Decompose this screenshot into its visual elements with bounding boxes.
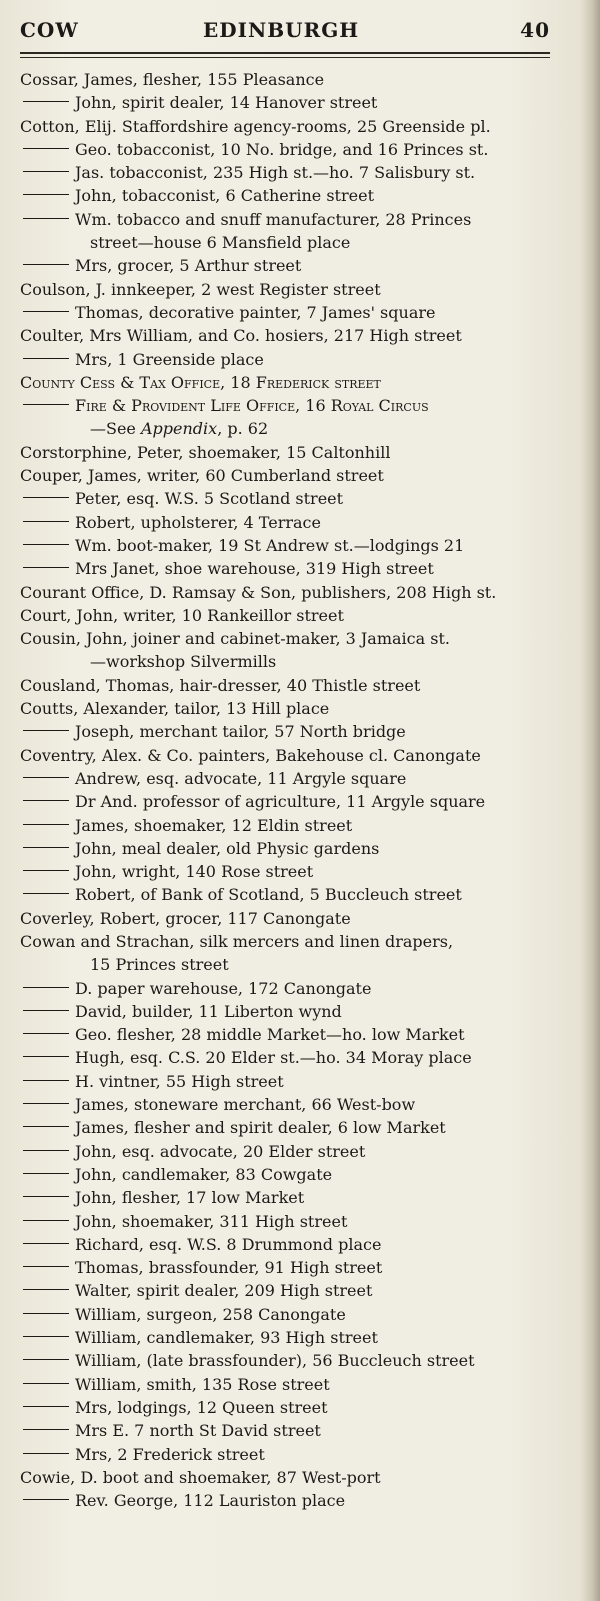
directory-line [20,534,565,557]
ditto-dash [23,101,69,102]
header-left-word: COW [20,18,79,42]
directory-line [20,254,565,277]
entry-text: Cotton, Elij. Staffordshire agency-rooms, 25 Greenside pl. [20,116,491,136]
directory-line [20,394,565,417]
entry-text: James, flesher and spirit dealer, 6 low Market [75,1118,446,1138]
ditto-dash [23,148,69,149]
entry-text: Hugh, esq. C.S. 20 Elder st.—ho. 34 Moray place [75,1048,472,1068]
ditto-dash [23,1453,69,1454]
directory-line [20,1186,565,1209]
directory-line [20,1046,565,1069]
entry-text: H. vintner, 55 High street [75,1071,284,1091]
page-number: 40 [520,18,550,42]
entry-text: Richard, esq. W.S. 8 Drummond place [75,1234,382,1254]
directory-line [20,930,565,953]
directory-line [20,883,565,906]
ditto-dash [23,171,69,172]
directory-line [20,1489,565,1512]
directory-line [20,953,565,976]
entry-text: Mrs, 2 Frederick street [75,1444,265,1464]
directory-line [20,371,565,394]
entry-text: Rev. George, 112 Lauriston place [75,1491,346,1511]
entry-text: Robert, upholsterer, 4 Terrace [75,512,321,532]
entry-text: Coulter, Mrs William, and Co. hosiers, 217 High street [20,326,462,346]
see-reference: Appendix [140,419,218,439]
directory-line [20,604,565,627]
directory-line [20,627,565,650]
directory-line [20,1116,565,1139]
directory-line [20,1443,565,1466]
header-city: EDINBURGH [203,18,360,42]
ditto-dash [23,311,69,312]
directory-line [20,557,565,580]
ditto-dash [23,893,69,894]
entry-text: Andrew, esq. advocate, 11 Argyle square [75,768,407,788]
ditto-dash [23,1383,69,1384]
directory-line [20,301,565,324]
entry-text: Thomas, brassfounder, 91 High street [75,1258,383,1278]
directory-line [20,161,565,184]
directory-line [20,1419,565,1442]
entry-text: Coutts, Alexander, tailor, 13 Hill place [20,699,330,719]
directory-line [20,907,565,930]
entry-text: Thomas, decorative painter, 7 James' square [75,302,436,322]
entry-text: William, surgeon, 258 Canongate [75,1304,346,1324]
directory-line [20,674,565,697]
entry-text: Peter, esq. W.S. 5 Scotland street [75,489,344,509]
directory-line [20,1396,565,1419]
directory-line [20,115,565,138]
ditto-dash [23,1056,69,1057]
directory-entries [20,68,565,1512]
entry-text: Corstorphine, Peter, shoemaker, 15 Caltonhill [20,442,391,462]
directory-line [20,91,565,114]
entry-text: Coventry, Alex. & Co. painters, Bakehouse cl. Canongate [20,745,481,765]
directory-line [20,1349,565,1372]
ditto-dash [23,800,69,801]
directory-line [20,1210,565,1233]
entry-text: John, candlemaker, 83 Cowgate [75,1164,333,1184]
entry-text: Mrs, 1 Greenside place [75,349,264,369]
ditto-dash [23,1336,69,1337]
ditto-dash [23,1010,69,1011]
entry-text: Cousland, Thomas, hair-dresser, 40 Thistle street [20,675,421,695]
ditto-dash [23,1126,69,1127]
ditto-dash [23,824,69,825]
directory-line [20,1373,565,1396]
ditto-dash [23,1499,69,1500]
directory-line [20,324,565,347]
header-rule [20,52,550,58]
directory-line [20,790,565,813]
directory-line [20,1303,565,1326]
ditto-dash [23,777,69,778]
directory-line [20,511,565,534]
entry-text: Geo. flesher, 28 middle Market—ho. low Market [75,1025,465,1045]
entry-text: Couper, James, writer, 60 Cumberland street [20,466,384,486]
ditto-dash [23,730,69,731]
ditto-dash [23,1173,69,1174]
directory-line [20,184,565,207]
directory-line [20,1000,565,1023]
directory-line [20,1326,565,1349]
directory-line [20,1279,565,1302]
entry-text: John, wright, 140 Rose street [75,862,314,882]
directory-line [20,1023,565,1046]
directory-line [20,581,565,604]
entry-text: Mrs, grocer, 5 Arthur street [75,256,302,276]
ditto-dash [23,264,69,265]
ditto-dash [23,1289,69,1290]
ditto-dash [23,1150,69,1151]
entry-text: Cossar, James, flesher, 155 Pleasance [20,70,325,89]
directory-line [20,464,565,487]
entry-text: Court, John, writer, 10 Rankeillor street [20,605,344,625]
ditto-dash [23,404,69,405]
ditto-dash [23,1196,69,1197]
entry-text: James, stoneware merchant, 66 West-bow [75,1095,416,1115]
directory-line [20,208,565,231]
directory-line [20,348,565,371]
entry-text: Courant Office, D. Ramsay & Son, publishers, 208 High st. [20,582,497,602]
ditto-dash [23,1080,69,1081]
entry-text: street—house 6 Mansfield place [90,233,351,253]
page-header [20,18,550,46]
entry-text: Walter, spirit dealer, 209 High street [75,1281,373,1301]
entry-text: Wm. boot-maker, 19 St Andrew st.—lodgings 21 [75,535,465,555]
entry-text: Cowan and Strachan, silk mercers and linen drapers, [20,931,454,951]
entry-text: John, spirit dealer, 14 Hanover street [75,93,378,113]
entry-text: Mrs Janet, shoe warehouse, 319 High street [75,559,434,579]
entry-text: Joseph, merchant tailor, 57 North bridge [75,722,406,742]
directory-line [20,68,565,91]
entry-text: John, flesher, 17 low Market [75,1188,305,1208]
entry-text: Coverley, Robert, grocer, 117 Canongate [20,908,351,928]
entry-text: Wm. tobacco and snuff manufacturer, 28 Princes [75,209,472,229]
directory-line [20,441,565,464]
directory-line [20,1093,565,1116]
entry-text: Robert, of Bank of Scotland, 5 Buccleuch street [75,885,462,905]
entry-text: D. paper warehouse, 172 Canongate [75,978,372,998]
ditto-dash [23,544,69,545]
directory-line [20,977,565,1000]
entry-text: William, (late brassfounder), 56 Buccleuch street [75,1351,475,1371]
directory-line [20,860,565,883]
directory-line [20,231,565,254]
entry-text: Geo. tobacconist, 10 No. bridge, and 16 Princes st. [75,139,489,159]
ditto-dash [23,1359,69,1360]
see-suffix: , p. 62 [217,419,269,439]
directory-line [20,278,565,301]
entry-text: —workshop Silvermills [90,652,277,672]
entry-text: John, tobacconist, 6 Catherine street [75,186,374,206]
ditto-dash [23,521,69,522]
ditto-dash [23,1266,69,1267]
directory-line [20,650,565,673]
page-edge-shadow [580,0,600,1601]
entry-text: County Cess & Tax Office, 18 Frederick street [20,372,381,392]
ditto-dash [23,847,69,848]
entry-text: Mrs, lodgings, 12 Queen street [75,1397,328,1417]
entry-text: William, candlemaker, 93 High street [75,1328,378,1348]
directory-line [20,1466,565,1489]
ditto-dash [23,497,69,498]
directory-line [20,814,565,837]
directory-line [20,1233,565,1256]
entry-text: James, shoemaker, 12 Eldin street [75,815,353,835]
entry-text: John, esq. advocate, 20 Elder street [75,1141,366,1161]
ditto-dash [23,1033,69,1034]
ditto-dash [23,1243,69,1244]
directory-line [20,417,565,440]
ditto-dash [23,358,69,359]
entry-text: Fire & Provident Life Office, 16 Royal Circus [75,396,429,416]
directory-line [20,487,565,510]
ditto-dash [23,1313,69,1314]
see-prefix: —See [90,419,141,439]
ditto-dash [23,218,69,219]
entry-text: John, meal dealer, old Physic gardens [75,838,380,858]
entry-text: Mrs E. 7 north St David street [75,1421,321,1441]
directory-line [20,138,565,161]
ditto-dash [23,1406,69,1407]
directory-line [20,1256,565,1279]
ditto-dash [23,567,69,568]
entry-text: Coulson, J. innkeeper, 2 west Register street [20,279,381,299]
entry-text: Dr And. professor of agriculture, 11 Argyle square [75,792,486,812]
ditto-dash [23,194,69,195]
entry-text: Jas. tobacconist, 235 High st.—ho. 7 Salisbury st. [75,163,476,183]
directory-line [20,837,565,860]
directory-line [20,720,565,743]
directory-line [20,744,565,767]
entry-text: David, builder, 11 Liberton wynd [75,1001,342,1021]
directory-line [20,1163,565,1186]
ditto-dash [23,870,69,871]
entry-text: John, shoemaker, 311 High street [75,1211,348,1231]
ditto-dash [23,1103,69,1104]
entry-text: Cousin, John, joiner and cabinet-maker, 3 Jamaica st. [20,629,450,649]
entry-text: William, smith, 135 Rose street [75,1374,330,1394]
ditto-dash [23,1429,69,1430]
directory-line [20,1140,565,1163]
ditto-dash [23,987,69,988]
entry-text: Cowie, D. boot and shoemaker, 87 West-port [20,1467,381,1487]
directory-line [20,767,565,790]
ditto-dash [23,1220,69,1221]
directory-line [20,1070,565,1093]
entry-text: 15 Princes street [90,955,229,975]
directory-line [20,697,565,720]
